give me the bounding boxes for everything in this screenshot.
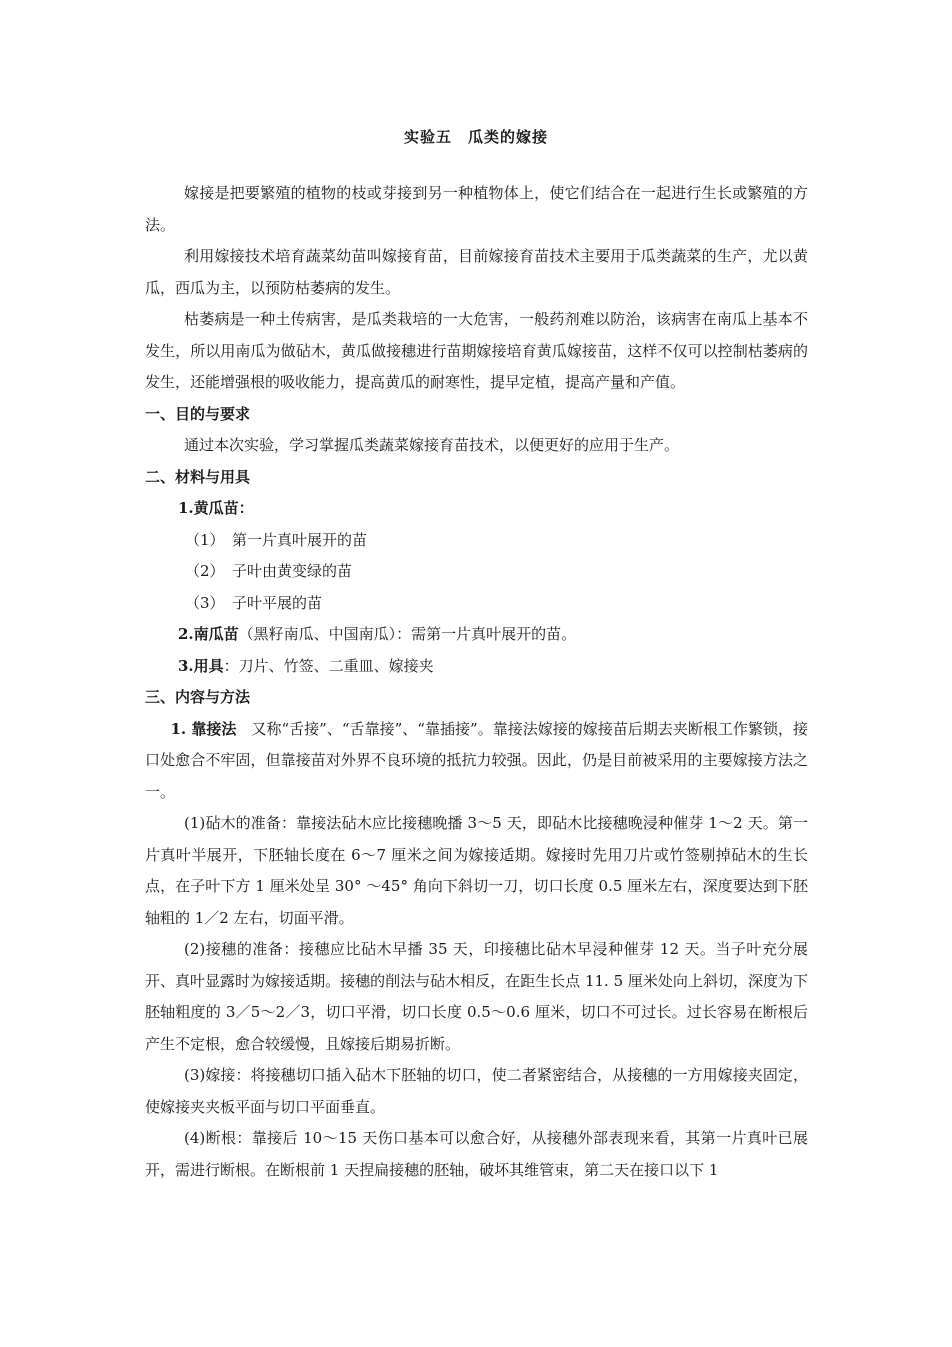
intro-paragraph-2: 利用嫁接技术培育蔬菜幼苗叫嫁接育苗，目前嫁接育苗技术主要用于瓜类蔬菜的生产，尤以黄瓜，西瓜为主，以预防枯萎病的发生。 xyxy=(145,247,808,297)
cucumber-seedling-label: 1.黄瓜苗： xyxy=(178,499,254,517)
approach-grafting-label: 1. 靠接法 xyxy=(170,719,237,738)
intro-paragraph-3: 枯萎病是一种土传病害，是瓜类栽培的一大危害，一般药剂难以防治，该病害在南瓜上基本不发生，所以用南瓜为做砧木，黄瓜做接穗进行苗期嫁接培育黄瓜嫁接苗，这样不仅可以控制枯萎病的发生，还能增强根的吸收能力，提高黄瓜的耐寒性，提早定植，提高产量和产值。 xyxy=(145,310,808,391)
step-root-cutting: (4)断根：靠接后 10～15 天伤口基本可以愈合好，从接穗外部表现来看，其第一片真叶已展开，需进行断根。在断根前 1 天捏扁接穗的胚轴，破坏其维管束，第二天在接口以下 1 xyxy=(145,1129,808,1179)
cucumber-item-2: （2） 子叶由黄变绿的苗 xyxy=(185,562,353,580)
tools-text: ：刀片、竹签、二重皿、嫁接夹 xyxy=(223,656,434,675)
cucumber-item-1: （1） 第一片真叶展开的苗 xyxy=(185,530,368,549)
document-body xyxy=(145,178,808,1186)
step-scion: (2)接穗的准备：接穗应比砧木早播 35 天，印接穗比砧木早浸种催芽 12 天。当子叶充分展开、真叶显露时为嫁接适期。接穗的削法与砧木相反，在距生长点 11. 5 厘米处向上斜切，深度为下胚轴粗度的 3／5～2／3，切口平滑，切口长度 0.5～0.6 厘米，切口不可过长。过长容易在断根后产生不定根，愈合较缓慢，且嫁接后期易折断。 xyxy=(145,940,808,1053)
purpose-text: 通过本次实验，学习掌握瓜类蔬菜嫁接育苗技术，以便更好的应用于生产。 xyxy=(184,436,680,454)
step-rootstock: (1)砧木的准备：靠接法砧木应比接穗晚播 3～5 天，即砧木比接穗晚浸种催芽 1～2 天。第一片真叶半展开，下胚轴长度在 6～7 厘米之间为嫁接适期。嫁接时先用刀片或竹签剔掉砧木的生长点，在子叶下方 1 厘米处呈 30° ～45° 角向下斜切一刀，切口长度 0.5 厘米左右，深度要达到下胚轴粗的 1／2 左右，切面平滑。 xyxy=(145,814,808,927)
intro-paragraph-1: 嫁接是把要繁殖的植物的枝或芽接到另一种植物体上，使它们结合在一起进行生长或繁殖的方法。 xyxy=(145,184,808,234)
tools-label: 3.用具 xyxy=(178,656,224,675)
step-grafting: (3)嫁接：将接穗切口插入砧木下胚轴的切口，使二者紧密结合，从接穗的一方用嫁接夹固定，使嫁接夹夹板平面与切口平面垂直。 xyxy=(145,1066,808,1116)
section-heading-methods: 三、内容与方法 xyxy=(145,688,251,706)
section-heading-purpose: 一、目的与要求 xyxy=(145,404,251,423)
document-title: 实验五 瓜类的嫁接 xyxy=(403,128,548,146)
pumpkin-seedling-line xyxy=(145,619,808,651)
pumpkin-seedling-label: 2.南瓜苗 xyxy=(178,625,239,643)
cucumber-item-3: （3） 子叶平展的苗 xyxy=(185,593,323,612)
approach-grafting-text: 又称“舌接”、“舌靠接”、“靠插接”。靠接法嫁接的嫁接苗后期去夹断根工作繁锁，接口处愈合不牢固，但靠接苗对外界不良环境的抵抗力较强。因此，仍是目前被采用的主要嫁接方法之一。 xyxy=(145,719,808,801)
tools-line xyxy=(145,651,808,683)
section-heading-materials: 二、材料与用具 xyxy=(145,467,251,486)
pumpkin-seedling-text: （黑籽南瓜、中国南瓜）：需第一片真叶展开的苗。 xyxy=(238,625,577,643)
approach-grafting-paragraph xyxy=(145,714,808,809)
